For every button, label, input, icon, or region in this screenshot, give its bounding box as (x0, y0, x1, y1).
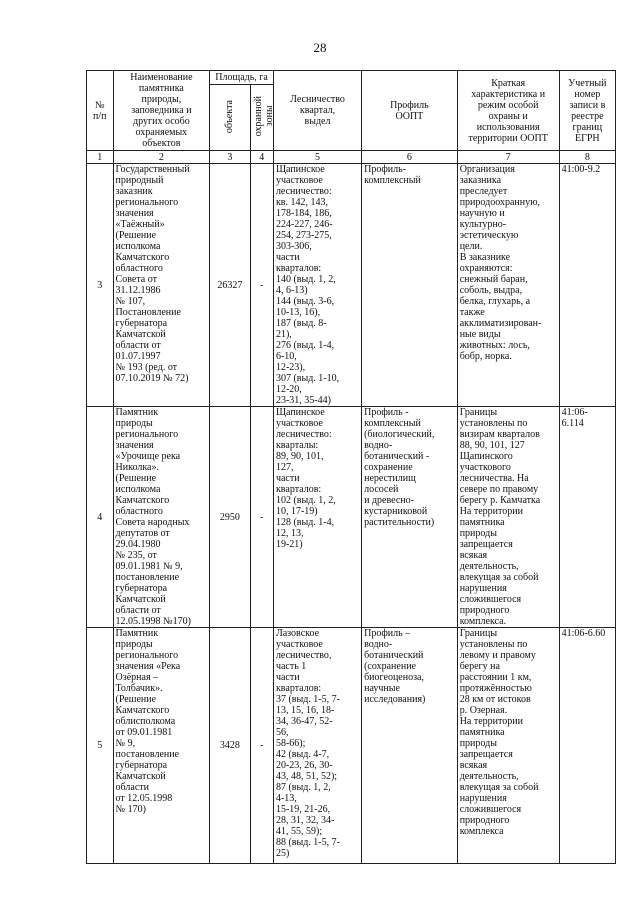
row-area-object: 2950 (210, 407, 250, 628)
header-registry: Учетный номер записи в реестре границ ЕГРН (559, 71, 615, 151)
row-registry: 41:00-9.2 (559, 164, 615, 407)
row-description: Организация заказника преследует природоохранную, научную и культурно- эстетическую цели. В заказнике охраняются: снежный баран, соболь, выдра, белка, глухарь, а также акклиматизирован- ные виды животных: лось, бобр, норка. (457, 164, 559, 407)
row-registry: 41:06-6.60 (559, 628, 615, 864)
row-area-zone: - (250, 628, 273, 864)
row-name: Памятник природы регионального значения «Река Озёрная – Толбачик». (Решение Камчатского облисполкома от 09.01.1981 № 9, постановление губернатора Камчатской области от 12.05.1998 № 170) (113, 628, 210, 864)
table-row (87, 164, 616, 407)
column-number: 4 (250, 151, 273, 164)
header-num: № п/п (87, 71, 114, 151)
row-forestry: Лазовское участковое лесничество, часть 1 части кварталов: 37 (выд. 1-5, 7- 13, 15, 16, 18- 34, 36-47, 52- 56, 58-66); 42 (выд. 4-7, 20-23, 26, 30- 43, 48, 51, 52); 87 (выд. 1, 2, 4-13, 15-19, 21-26, 28, 31, 32, 34- 41, 55, 59); 88 (выд. 1-5, 7- 25) (273, 628, 361, 864)
column-number: 2 (113, 151, 210, 164)
row-forestry: Щапинское участковое лесничество: кв. 142, 143, 178-184, 186, 224-227, 246- 254, 273-275, 303-306, части кварталов: 140 (выд. 1, 2, 4, 6-13) 144 (выд. 3-6, 10-13, 16), 187 (выд. 8- 21), 276 (выд. 1-4, 6-10, 12-23), 307 (выд. 1-10, 12-20, 23-31, 35-44) (273, 164, 361, 407)
row-forestry: Щапинское участковое лесничество: кварталы: 89, 90, 101, 127, части кварталов: 102 (выд. 1, 2, 10, 17-19) 128 (выд. 1-4, 12, 13, 19-21) (273, 407, 361, 628)
column-number: 1 (87, 151, 114, 164)
header-area-zone-cell (250, 85, 273, 151)
header-description: Краткая характеристика и режим особой охраны и использования территории ООПТ (457, 71, 559, 151)
row-description: Границы установлены по левому и правому берегу на расстоянии 1 км, протяжённостью 28 км от истоков р. Озерная. На территории памятника природы запрещается всякая деятельность, влекущая за собой нарушения сложившегося природного комплекса (457, 628, 559, 864)
protected-areas-table (86, 70, 616, 864)
header-area-object: объекта (224, 99, 236, 133)
column-number: 3 (210, 151, 250, 164)
row-description: Границы установлены по визирам кварталов 88, 90, 101, 127 Щапинского участкового лесничества. На севере по правому берегу р. Камчатка На территории памятника природы запрещается всякая деятельность, влекущая за собой нарушения сложившегося природного комплекса. (457, 407, 559, 628)
row-area-object: 26327 (210, 164, 250, 407)
table-row (87, 407, 616, 628)
table-row (87, 628, 616, 864)
row-area-object: 3428 (210, 628, 250, 864)
row-profile: Профиль - комплексный (биологический, водно- ботанический - сохранение нерестилищ лососей и древесно- кустарниковой растительности) (362, 407, 458, 628)
column-number: 7 (457, 151, 559, 164)
row-num: 5 (87, 628, 114, 864)
row-profile: Профиль- комплексный (362, 164, 458, 407)
header-area-object-cell (210, 85, 250, 151)
header-area-zone: охранной зоны (252, 96, 275, 137)
row-name: Памятник природы регионального значения «Урочище река Николка». (Решение исполкома Камчатского областного Совета народных депутатов от 29.04.1980 № 235, от 09.01.1981 № 9, постановление губернатора Камчатской области от 12.05.1998 №170) (113, 407, 210, 628)
page-number: 28 (313, 40, 327, 55)
row-profile: Профиль – водно- ботанический (сохранение биогеоценоза, научные исследования) (362, 628, 458, 864)
header-forestry: Лесничество квартал, выдел (273, 71, 361, 151)
column-number: 5 (273, 151, 361, 164)
row-name: Государственный природный заказник регионального значения «Таёжный» (Решение исполкома Камчатского областного Совета от 31.12.1986 № 107, Постановление губернатора Камчатской области от 01.07.1997 № 193 (ред. от 07.10.2019 № 72) (113, 164, 210, 407)
column-number: 8 (559, 151, 615, 164)
column-numbers-row (87, 151, 616, 164)
row-num: 4 (87, 407, 114, 628)
header-name: Наименование памятника природы, заповедника и других особо охраняемых объектов (113, 71, 210, 151)
row-registry: 41:06- 6.114 (559, 407, 615, 628)
header-area: Площадь, га (210, 71, 274, 85)
row-num: 3 (87, 164, 114, 407)
header-profile: Профиль ООПТ (362, 71, 458, 151)
column-number: 6 (362, 151, 458, 164)
row-area-zone: - (250, 407, 273, 628)
row-area-zone: - (250, 164, 273, 407)
